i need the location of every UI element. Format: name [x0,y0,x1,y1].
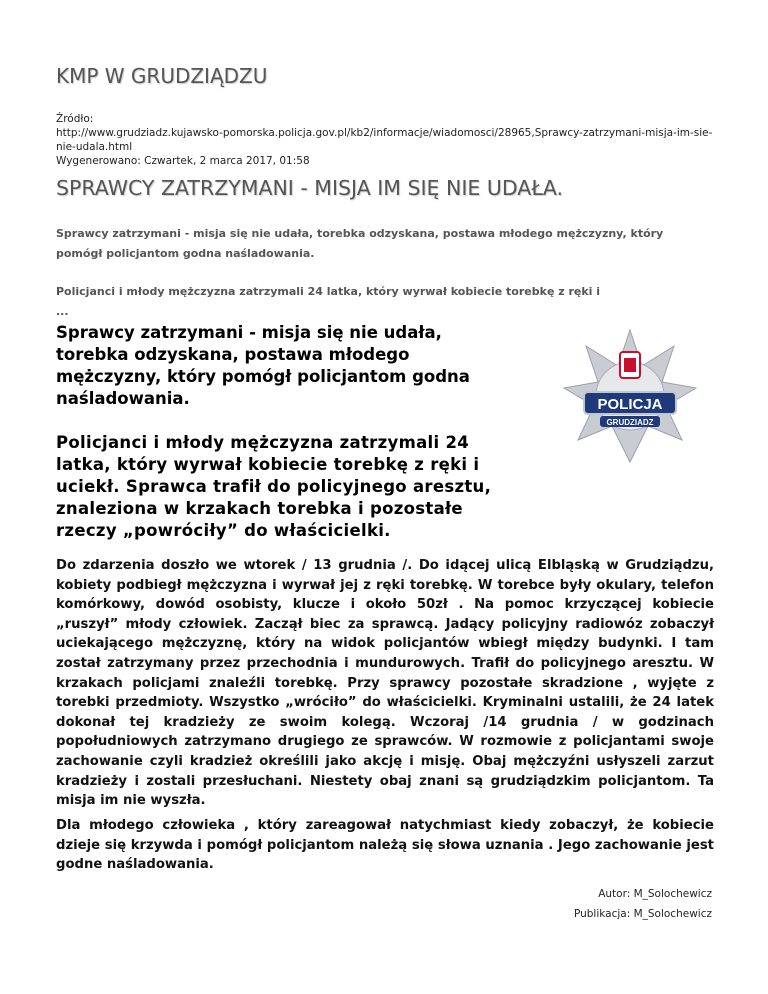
article-conclusion: Dla młodego człowieka , który zareagował natychmiast kiedy zobaczył, że kobiecie dzieje się krzywda i pomógł policjantom należą się słowa uznania . Jego zachowanie jest godne naśladowania. [56,818,714,873]
article-heading: Sprawcy zatrzymani - misja się nie udała, torebka odzyskana, postawa młodego mężczyzny, który pomógł policjantom godna naśladowania. [56,323,470,408]
lead-summary: Sprawcy zatrzymani - misja się nie udała, torebka odzyskana, postawa młodego mężczyzny, który pomógł policjantom godna naśladowania. [56,227,664,260]
site-title: KMP W GRUDZIĄDZU [56,64,268,88]
police-star-icon [530,326,730,466]
author-block [574,884,712,924]
logo-subtext: GRUDZIADZ [606,418,654,427]
police-logo [530,326,730,466]
lead-excerpt: Policjanci i młody mężczyzna zatrzymali 24 latka, który wyrwał kobiecie torebkę z ręki i ... [56,285,601,318]
source-url[interactable]: http://www.grudziadz.kujawsko-pomorska.policja.gov.pl/kb2/informacje/wiadomosci/28965,Sprawcy-zatrzymani-misja-im-sie-nie-udala.html [56,127,713,153]
publication: Publikacja: M_Solochewicz [573,908,712,920]
article-subheading: Policjanci i młody mężczyzna zatrzymali 24 latka, który wyrwał kobiecie torebkę z ręki i uciekł. Sprawca trafił do policyjnego aresztu, znaleziona w krzakach torebka i pozostałe rzeczy „powróciły” do właścicielki. [56,433,492,540]
source-block [56,112,716,168]
generated-date: Wygenerowano: Czwartek, 2 marca 2017, 01:58 [56,155,310,167]
source-label: Źródło: [56,113,94,125]
author: Autor: M_Solochewicz [598,888,712,900]
page-title: SPRAWCY ZATRZYMANI - MISJA IM SIĘ NIE UDAŁA. [56,176,564,200]
logo-text: POLICJA [597,396,663,413]
article-body: Do zdarzenia doszło we wtorek / 13 grudnia /. Do idącej ulicą Elbląską w Grudziądzu, kobiety podbiegł mężczyzna i wyrwał jej z ręki torebkę. W torebce były okulary, telefon komórkowy, dowód osobisty, klucze i około 50zł . Na pomoc krzyczącej kobiecie „ruszył” młody człowiek. Zaczął biec za sprawcą. Jadący policyjny radiowóz zobaczył uciekającego mężczyznę, który na widok policjantów wbiegł między budynki. I tam został zatrzymany przez przechodnia i mundurowych. Trafił do policyjnego aresztu. W krzakach policjami znaleźli torebkę. Przy sprawcy pozostałe skradzione , wyjęte z torebki przedmioty. Wszystko „wróciło” do właścicielki. Kryminalni ustalili, że 24 latek dokonał tej kradzieży ze swoim kolegą. Wczoraj /14 grudnia / w godzinach popołudniowych zatrzymano drugiego ze sprawców. W rozmowie z policjantami swoje zachowanie czyli kradzież określili jako akcję i misję. Obaj mężczyźni usłyszeli zarzut kradzieży i zostali przesłuchani. Niestety obaj znani są grudziądzkim policjantom. Ta misja im nie wyszła. [56,558,714,809]
